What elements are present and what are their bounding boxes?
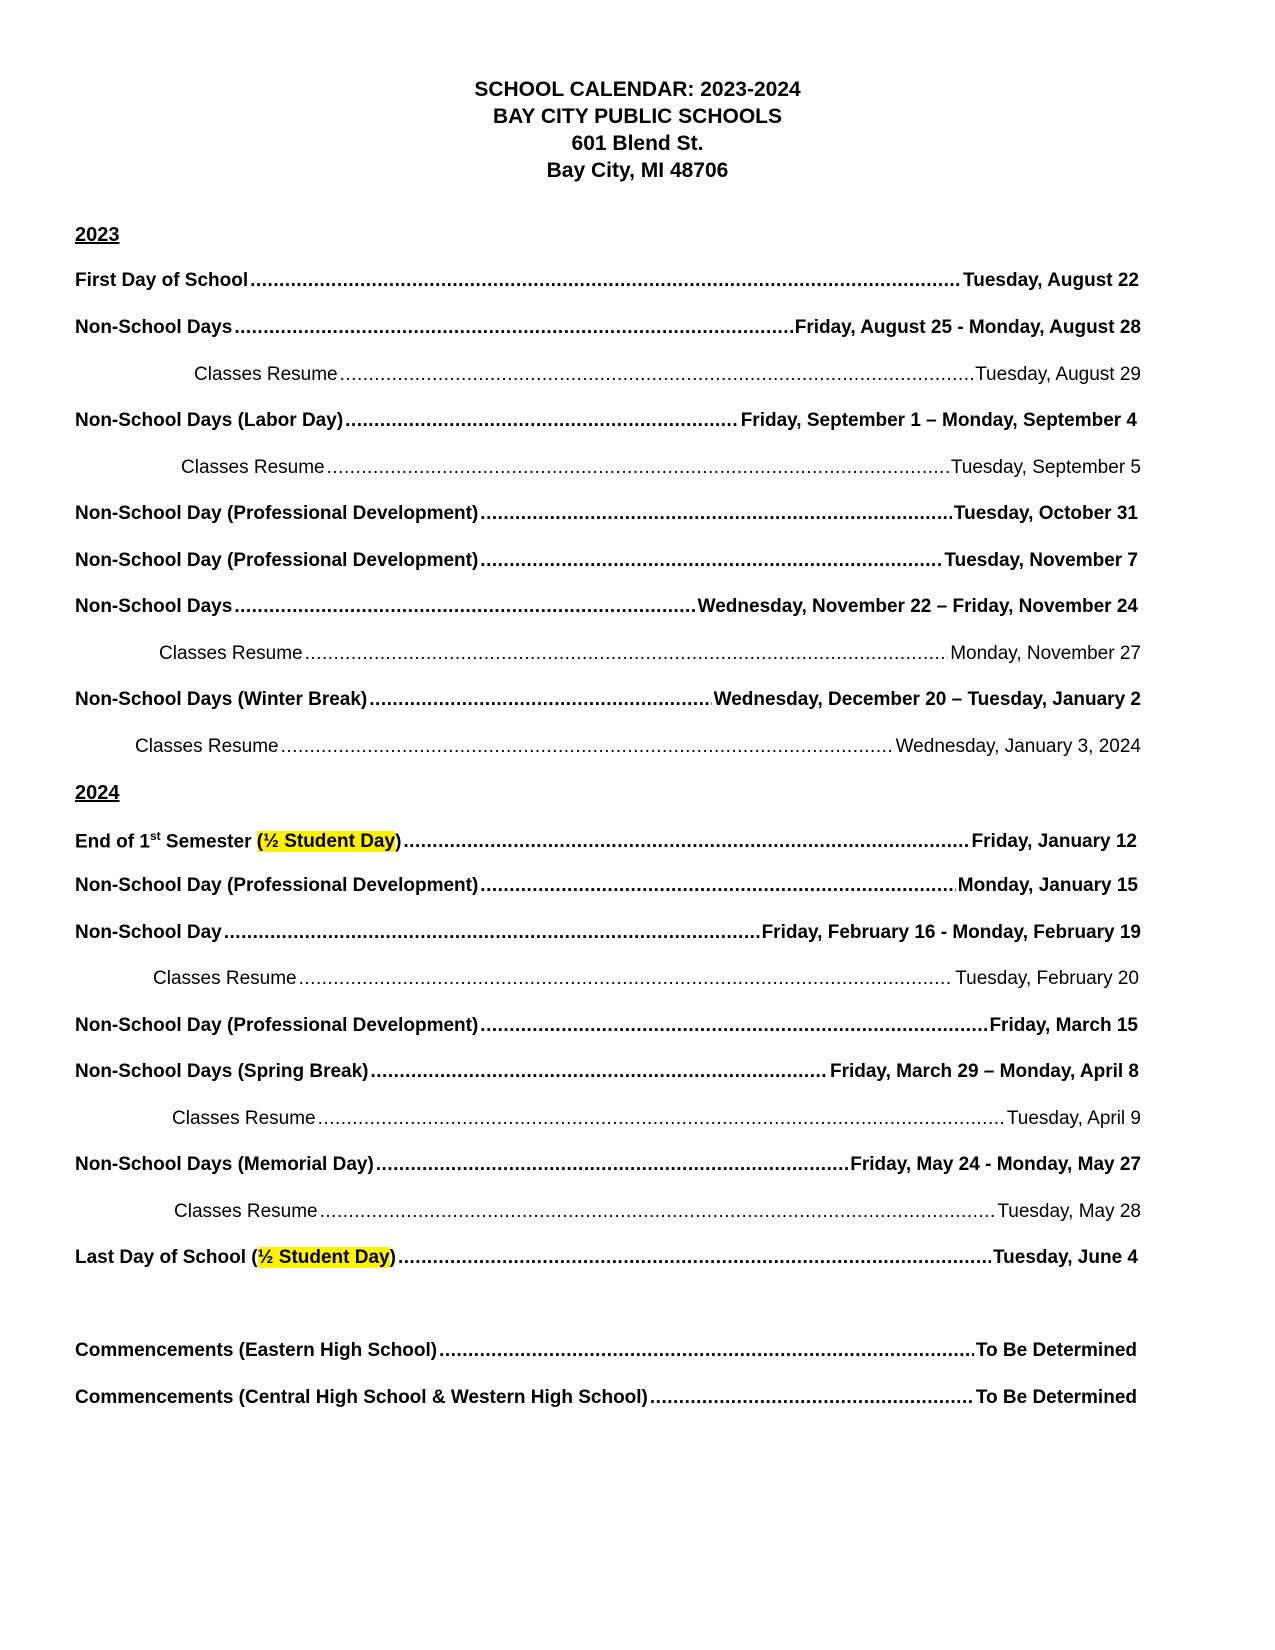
row-date: Friday, January 12 <box>971 831 1137 853</box>
row-date: Tuesday, October 31 <box>953 503 1138 524</box>
row-date: To Be Determined <box>975 1387 1137 1408</box>
calendar-row-sub <box>172 1108 1141 1130</box>
label-text: End of 1 <box>75 831 150 853</box>
dot-leader <box>480 875 955 897</box>
row-label: Non-School Day (Professional Development) <box>75 550 479 571</box>
row-date: Friday, February 16 - Monday, February 19 <box>761 922 1141 943</box>
row-label: Non-School Days (Labor Day) <box>75 410 344 431</box>
dot-leader <box>345 410 739 432</box>
calendar-row-sub <box>194 364 1141 386</box>
dot-leader <box>369 689 711 711</box>
row-label: Classes Resume <box>159 643 303 664</box>
calendar-row <box>75 503 1138 525</box>
calendar-row <box>75 689 1141 711</box>
dot-leader <box>376 1154 848 1176</box>
row-label: First Day of School <box>75 270 249 291</box>
label-text: Last Day of School ( <box>75 1247 258 1268</box>
row-label: Classes Resume <box>172 1108 316 1129</box>
row-label: Non-School Day <box>75 922 222 943</box>
row-date: Wednesday, December 20 – Tuesday, January 2 <box>713 689 1141 710</box>
calendar-row <box>75 1340 1137 1362</box>
label-text: ) <box>389 1247 396 1268</box>
row-label <box>75 829 401 853</box>
dot-leader <box>439 1340 974 1362</box>
row-date: Friday, March 15 <box>989 1015 1138 1036</box>
row-label: Non-School Day (Professional Development) <box>75 875 479 896</box>
row-date: Wednesday, January 3, 2024 <box>895 736 1141 757</box>
dot-leader <box>480 550 942 572</box>
row-label: Commencements (Central High School & Western High School) <box>75 1387 648 1408</box>
row-label: Classes Resume <box>135 736 279 757</box>
dot-leader <box>318 1108 1005 1130</box>
row-label: Classes Resume <box>181 457 325 478</box>
row-label <box>75 1247 396 1269</box>
street-address: 601 Blend St. <box>571 132 704 155</box>
city-address: Bay City, MI 48706 <box>546 159 729 182</box>
row-date: Friday, September 1 – Monday, September 4 <box>740 410 1137 431</box>
row-label: Non-School Day (Professional Development) <box>75 503 479 524</box>
dot-leader <box>320 1201 996 1223</box>
row-date: Tuesday, September 5 <box>950 457 1141 478</box>
row-date: Tuesday, November 7 <box>944 550 1138 571</box>
row-label: Non-School Days (Winter Break) <box>75 689 368 710</box>
calendar-row <box>75 317 1141 339</box>
highlighted-text: ½ Student Day <box>257 1247 390 1268</box>
calendar-row <box>75 596 1138 618</box>
label-text: ) <box>395 831 402 853</box>
row-date: Friday, August 25 - Monday, August 28 <box>794 317 1141 338</box>
row-date: Tuesday, February 20 <box>955 968 1139 989</box>
row-date: Tuesday, August 29 <box>975 364 1141 385</box>
district-name: BAY CITY PUBLIC SCHOOLS <box>493 105 782 128</box>
row-label: Non-School Days (Memorial Day) <box>75 1154 374 1175</box>
dot-leader <box>340 364 974 386</box>
dot-leader <box>371 1061 828 1083</box>
calendar-row <box>75 410 1137 432</box>
dot-leader <box>403 831 969 853</box>
dot-leader <box>234 596 695 618</box>
dot-leader <box>480 503 952 525</box>
dot-leader <box>398 1247 991 1269</box>
row-date: To Be Determined <box>975 1340 1137 1361</box>
calendar-row <box>75 922 1141 944</box>
calendar-row <box>75 875 1138 897</box>
row-label: Classes Resume <box>174 1201 318 1222</box>
row-date: Monday, November 27 <box>950 643 1141 664</box>
calendar-row-sub <box>181 457 1141 479</box>
row-date: Friday, March 29 – Monday, April 8 <box>829 1061 1139 1082</box>
calendar-row <box>75 550 1138 572</box>
calendar-row-sub <box>135 736 1141 758</box>
row-date: Tuesday, August 22 <box>963 270 1139 291</box>
dot-leader <box>650 1387 974 1409</box>
row-date: Tuesday, May 28 <box>997 1201 1141 1222</box>
dot-leader <box>299 968 954 990</box>
dot-leader <box>234 317 792 339</box>
calendar-row <box>75 829 1137 853</box>
calendar-row-sub <box>159 643 1141 665</box>
row-date: Monday, January 15 <box>957 875 1138 896</box>
calendar-row <box>75 1247 1138 1269</box>
row-label: Non-School Days <box>75 596 233 617</box>
row-label: Classes Resume <box>194 364 338 385</box>
dot-leader <box>281 736 894 758</box>
document-header <box>0 76 1275 184</box>
calendar-row <box>75 1061 1139 1083</box>
label-text: Semester <box>160 831 257 853</box>
row-label: Non-School Days <box>75 317 233 338</box>
row-label: Non-School Days (Spring Break) <box>75 1061 369 1082</box>
calendar-title: SCHOOL CALENDAR: 2023-2024 <box>474 78 801 101</box>
section-heading-2023: 2023 <box>75 224 120 246</box>
row-label: Non-School Day (Professional Development) <box>75 1015 479 1036</box>
calendar-row <box>75 1387 1137 1409</box>
calendar-row <box>75 1154 1141 1176</box>
highlighted-text: (½ Student Day <box>256 831 396 853</box>
calendar-row-sub <box>153 968 1139 990</box>
dot-leader <box>224 922 760 944</box>
calendar-row-sub <box>174 1201 1141 1223</box>
dot-leader <box>305 643 949 665</box>
row-date: Wednesday, November 22 – Friday, November 24 <box>697 596 1138 617</box>
calendar-row <box>75 270 1139 292</box>
dot-leader <box>250 270 961 292</box>
row-date: Friday, May 24 - Monday, May 27 <box>850 1154 1141 1175</box>
dot-leader <box>480 1015 987 1037</box>
calendar-row <box>75 1015 1138 1037</box>
dot-leader <box>327 457 949 479</box>
row-date: Tuesday, June 4 <box>992 1247 1138 1268</box>
row-date: Tuesday, April 9 <box>1006 1108 1141 1129</box>
row-label: Commencements (Eastern High School) <box>75 1340 438 1361</box>
ordinal-superscript: st <box>149 829 161 843</box>
row-label: Classes Resume <box>153 968 297 989</box>
section-heading-2024: 2024 <box>75 782 120 804</box>
